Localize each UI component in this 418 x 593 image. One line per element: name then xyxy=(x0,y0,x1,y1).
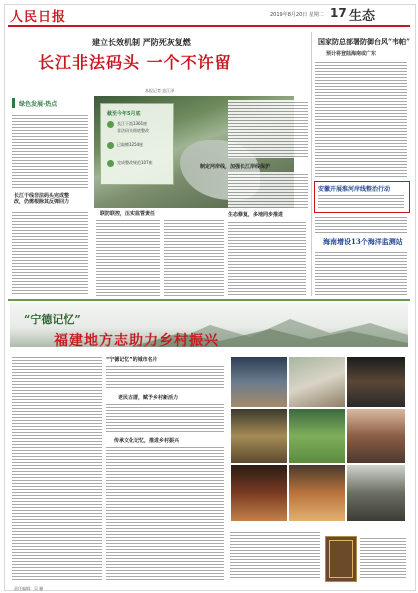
header-rule xyxy=(8,25,410,27)
infobox-row: 完成整改规范107座 xyxy=(117,160,153,165)
body-text-block xyxy=(106,445,224,580)
feature-subhead-1: “宁德记忆”的城市名片 xyxy=(106,357,158,363)
column-divider xyxy=(311,32,312,296)
right-headline-2: 海南增设13个海洋监测站 xyxy=(323,237,403,246)
body-text-block xyxy=(12,113,88,189)
page-number: 17 xyxy=(330,6,347,20)
body-text-block xyxy=(12,210,88,296)
footer-editor: 责任编辑：吴 姗 xyxy=(14,586,44,591)
section-tag xyxy=(12,98,77,108)
date-line: 2019年8月20日 星期二 xyxy=(270,12,324,18)
body-text-block xyxy=(360,536,406,580)
photo-tea xyxy=(288,464,346,522)
advertisement xyxy=(325,536,357,582)
body-text-block xyxy=(164,218,224,296)
main-kicker: 建立长效机制 严防死灰复燃 xyxy=(92,37,191,47)
bullet-icon xyxy=(107,142,114,149)
body-text-block xyxy=(106,364,224,390)
infobox-row: 已取缔1254座 xyxy=(117,142,144,147)
subhead-mid: 制定河岸线，加强长江岸线保护 xyxy=(200,164,271,170)
body-text-block xyxy=(106,402,224,432)
bullet-icon xyxy=(107,160,114,167)
left-subhead: 长江干线非法码头完成整改，仍需根除其反弹回力 xyxy=(14,193,70,205)
feature-subhead-3: 传承文化记忆，推进乡村振兴 xyxy=(114,438,180,444)
body-text-block xyxy=(96,218,160,296)
infobox-row: 非法码头彻底整改 xyxy=(117,128,149,133)
bullet-icon xyxy=(107,121,114,128)
section-rule xyxy=(8,299,410,301)
main-headline: 长江非法码头 一个不许留 xyxy=(38,53,232,72)
photo-performance xyxy=(346,356,406,408)
body-text-block xyxy=(228,172,308,208)
body-text-block xyxy=(318,193,404,209)
feature-title-line1: “宁德记忆” xyxy=(24,313,81,326)
photo-collage xyxy=(230,356,406,522)
advertisement-frame xyxy=(329,540,353,578)
photo-crafts xyxy=(346,408,406,464)
body-text-block xyxy=(12,355,102,580)
boxed-story-title: 安徽开展淮河岸线整治行动 xyxy=(318,186,391,193)
main-byline: 本报记者 寇江泽 xyxy=(145,88,175,93)
body-text-block xyxy=(315,60,407,178)
right-headline-1: 国家防总部署防御台风“韦帕” xyxy=(318,37,411,46)
feature-subhead-2: 老民古厝，赋予乡村新活力 xyxy=(118,395,179,401)
masthead-logo: 人民日报 xyxy=(10,10,67,25)
right-subheadline-1: 预计将登陆海南或广东 xyxy=(326,51,377,57)
photo-workshop xyxy=(230,464,288,522)
photo-street xyxy=(288,356,346,408)
body-text-block xyxy=(315,215,407,233)
body-text-block xyxy=(230,530,320,580)
subhead-caption: 联防联控，压实监管责任 xyxy=(100,211,156,217)
subhead-lower: 生态修复，多地同步推进 xyxy=(228,212,284,218)
photo-portrait xyxy=(230,408,288,464)
section-tag-label: 绿色发展·热点 xyxy=(19,101,58,108)
feature-title-line2: 福建地方志助力乡村振兴 xyxy=(54,333,219,349)
body-text-block xyxy=(228,220,306,296)
page-section: 生态 xyxy=(349,9,376,24)
infobox-title: 截至今年5月底 xyxy=(107,111,141,117)
infobox-row: 长江干流1361座 xyxy=(117,121,148,126)
body-text-block xyxy=(315,250,407,296)
photo-harbor xyxy=(230,356,288,408)
stats-infobox xyxy=(100,103,174,185)
photo-village xyxy=(346,464,406,522)
photo-terraces xyxy=(288,408,346,464)
body-text-block xyxy=(228,100,308,158)
